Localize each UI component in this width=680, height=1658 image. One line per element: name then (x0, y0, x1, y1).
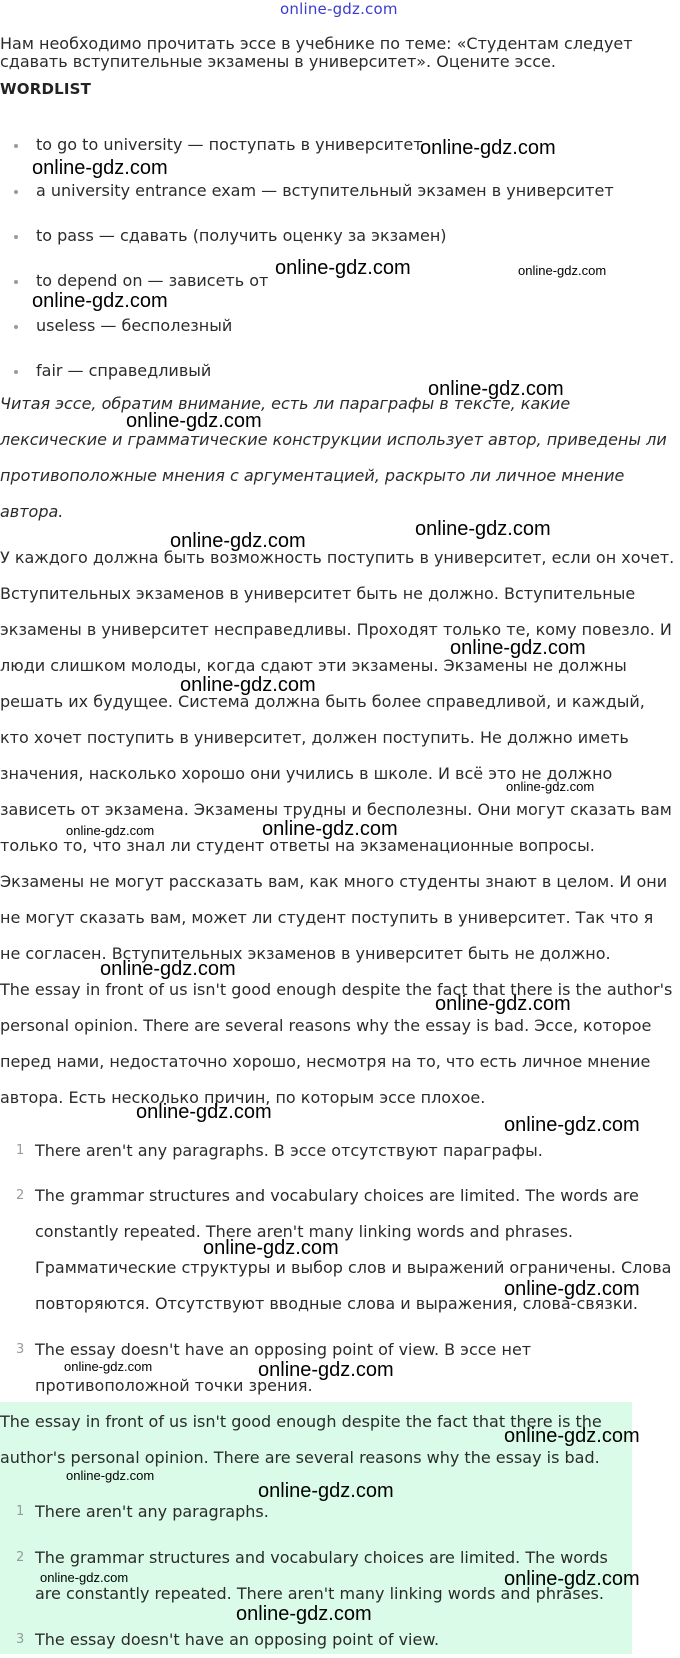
watermark: online-gdz.com (415, 518, 551, 540)
bullet-dot-icon (14, 280, 18, 284)
wordlist-heading: WORDLIST (0, 80, 92, 98)
watermark: online-gdz.com (100, 958, 236, 980)
task-intro-cut-line (0, 52, 600, 74)
bullet-dot-icon (14, 190, 18, 194)
watermark: online-gdz.com (32, 157, 168, 179)
reason-text: There aren't any paragraphs. (35, 1502, 269, 1521)
watermark: online-gdz.com (428, 378, 564, 400)
watermark: online-gdz.com (420, 137, 556, 159)
wordlist-item-text: useless — бесполезный (36, 316, 233, 335)
reason-number: 2 (16, 1550, 25, 1565)
reason-number: 2 (16, 1188, 25, 1203)
bullet-dot-icon (14, 144, 18, 148)
watermark: online-gdz.com (40, 1570, 129, 1585)
watermark: online-gdz.com (504, 1425, 640, 1447)
essay-russian: У каждого должна быть возможность поступить в университет, если он хочет. Вступительных экзаменов в университет быть не должно. Вступительные экзамены в университет несправедливы. Проходят только те, кому повезло. И люди слишком молоды, когда сдают эти экзамены. Экзамены не должны решать их будущее. Система должна быть более справедливой, и каждый, кто хочет поступить в университет, должен поступить. Не должно иметь значения, насколько хорошо они учились в школе. И всё это не должно зависеть от экзамена. Экзамены трудны и бесполезны. Они могут сказать вам только то, что знал ли студент ответы на экзаменационные вопросы. Экзамены не могут рассказать вам, как много студенты знают в целом. И они не могут сказать вам, может ли студент поступить в университет. Так что я не согласен. Вступительных экзаменов в университет быть не должно. (0, 548, 675, 963)
watermark: online-gdz.com (32, 290, 168, 312)
watermark: online-gdz.com (180, 674, 316, 696)
reason-text: There aren't any paragraphs. В эссе отсутствуют параграфы. (35, 1141, 543, 1160)
wordlist-item-text: to pass — сдавать (получить оценку за экзамен) (36, 226, 447, 245)
watermark: online-gdz.com (504, 1114, 640, 1136)
task-intro: Нам необходимо прочитать эссе в учебнике по теме: «Студентам следует (0, 34, 633, 53)
reason-number: 3 (16, 1342, 25, 1357)
wordlist-item-text: fair — справедливый (36, 361, 212, 380)
watermark: online-gdz.com (126, 410, 262, 432)
bullet-dot-icon (14, 235, 18, 239)
watermark: online-gdz.com (64, 1359, 153, 1374)
watermark: online-gdz.com (66, 1468, 155, 1483)
watermark: online-gdz.com (518, 263, 607, 278)
reason-number: 3 (16, 1632, 25, 1647)
wordlist-item-text: a university entrance exam — вступительный экзамен в университет (36, 181, 614, 200)
watermark: online-gdz.com (136, 1101, 272, 1123)
bullet-dot-icon (14, 325, 18, 329)
reason-number: 1 (16, 1504, 25, 1519)
watermark: online-gdz.com (66, 823, 155, 838)
watermark: online-gdz.com (203, 1237, 339, 1259)
watermark: online-gdz.com (450, 637, 586, 659)
reason-text: The essay doesn't have an opposing point of view. В эссе нет противоположной точки зрения. (35, 1340, 532, 1395)
wordlist-item-text: to go to university — поступать в университет (36, 135, 423, 154)
watermark: online-gdz.com (262, 818, 398, 840)
task-intro-cut-text: сдавать вступительные экзамены в университет». Оцените эссе. (0, 52, 556, 71)
watermark: online-gdz.com (506, 779, 595, 794)
answer-intro: The essay in front of us isn't good enough despite the fact that there is the author's personal opinion. There are several reasons why the essay is bad. (0, 1412, 602, 1467)
essay-critique: The essay in front of us isn't good enough despite the fact that there is the author's personal opinion. There are several reasons why the essay is bad. Эссе, которое перед нами, недостаточно хорошо, несмотря на то, что есть личное мнение автора. Есть несколько причин, по которым эссе плохое. (0, 980, 673, 1107)
watermark: online-gdz.com (275, 257, 411, 279)
reason-text: The grammar structures and vocabulary choices are limited. The words are constantly repeated. There aren't many linking words and phrases. (35, 1548, 608, 1603)
watermark: online-gdz.com (504, 1568, 640, 1590)
watermark: online-gdz.com (504, 1278, 640, 1300)
bullet-dot-icon (14, 370, 18, 374)
watermark: online-gdz.com (258, 1359, 394, 1381)
reason-text: The essay doesn't have an opposing point of view. (35, 1630, 440, 1649)
watermark: online-gdz.com (236, 1603, 372, 1625)
wordlist-item-text: to depend on — зависеть от (36, 271, 269, 290)
reading-instruction: Читая эссе, обратим внимание, есть ли параграфы в тексте, какие лексические и грамматические конструкции использует автор, приведены ли противоположные мнения с аргументацией, раскрыто ли личное мнение автора. (0, 394, 667, 521)
reason-number: 1 (16, 1143, 25, 1158)
watermark: online-gdz.com (170, 530, 306, 552)
watermark: online-gdz.com (435, 993, 571, 1015)
reason-text: The grammar structures and vocabulary choices are limited. The words are constantly repeated. There aren't many linking words and phrases. Грамматические структуры и выбор слов и выражений ограничены. Слова повторяются. Отсутствуют вводные слова и выражения, слова-связки. (35, 1186, 672, 1313)
watermark: online-gdz.com (258, 1480, 394, 1502)
site-header-link[interactable]: online-gdz.com (280, 0, 398, 18)
